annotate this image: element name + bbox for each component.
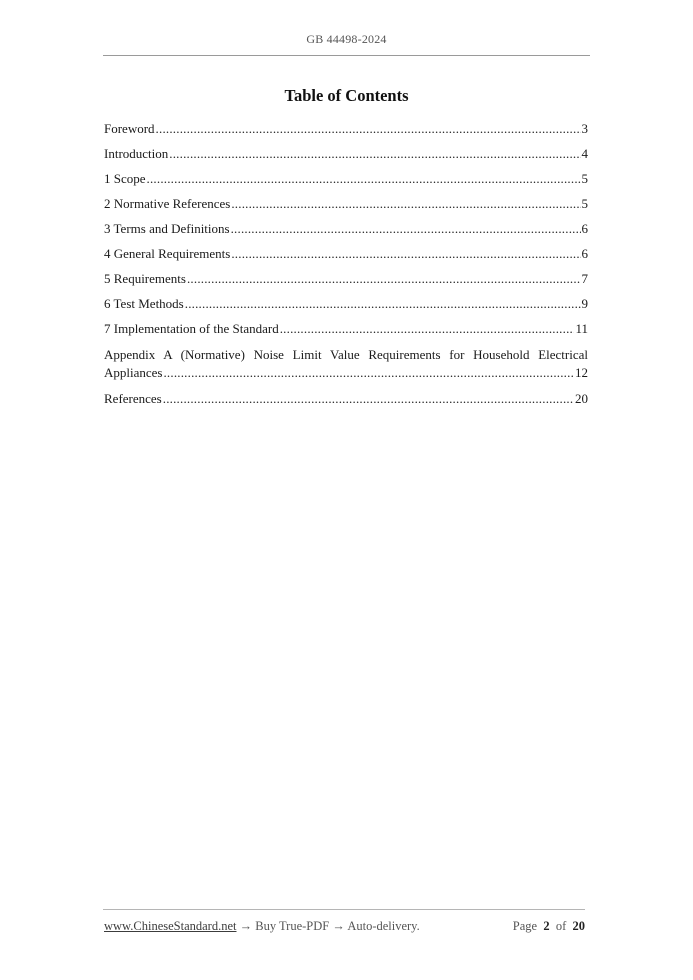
toc-entry-title: References: [104, 391, 162, 406]
footer-promo: [104, 919, 420, 934]
toc-leader-dots: [231, 220, 581, 238]
toc-entry-title: Foreword: [104, 121, 155, 136]
toc-leader-dots: [156, 120, 581, 138]
toc-entry-requirements[interactable]: [104, 270, 588, 288]
toc-entry-general-requirements[interactable]: [104, 245, 588, 263]
toc-entry-title: 5 Requirements: [104, 271, 186, 286]
buy-true-pdf-link[interactable]: Buy True-PDF: [255, 919, 330, 933]
toc-leader-dots: [185, 295, 581, 313]
toc-entry-page: 3: [581, 121, 588, 136]
toc-entry-title: 2 Normative References: [104, 196, 231, 211]
toc-entry-implementation[interactable]: [104, 320, 588, 338]
toc-leader-dots: [231, 245, 580, 263]
toc-entry-page: 6: [581, 246, 588, 261]
toc-entry-title: 1 Scope: [104, 171, 146, 186]
page-number-indicator: [513, 919, 585, 934]
current-page-number: 2: [543, 919, 550, 933]
toc-entry-references[interactable]: [104, 390, 588, 408]
site-link[interactable]: www.ChineseStandard.net: [104, 919, 237, 933]
of-word: of: [555, 919, 567, 933]
toc-entry-page: 12: [575, 365, 588, 380]
toc-entry-title: 4 General Requirements: [104, 246, 231, 261]
toc-entry-title-line2: Appliances: [104, 365, 163, 380]
toc-leader-dots: [163, 364, 574, 382]
toc-entry-appendix-a[interactable]: [104, 346, 588, 382]
page-word: Page: [512, 919, 538, 933]
toc-leader-dots: [147, 170, 581, 188]
total-pages-number: 20: [572, 919, 585, 933]
toc-leader-dots: [163, 390, 574, 408]
toc-title: Table of Contents: [284, 86, 409, 105]
toc-entry-page: 5: [581, 196, 588, 211]
toc-entry-foreword[interactable]: [104, 120, 588, 138]
toc-entry-page: 7: [581, 271, 588, 286]
toc-entry-page: 4: [581, 146, 588, 161]
toc-leader-dots: [169, 145, 580, 163]
toc-leader-dots: [231, 195, 580, 213]
toc-entry-introduction[interactable]: [104, 145, 588, 163]
toc-entry-title: 6 Test Methods: [104, 296, 184, 311]
arrow-right-icon: →: [332, 919, 345, 933]
toc-entry-title: 3 Terms and Definitions: [104, 221, 230, 236]
toc-entry-terms-definitions[interactable]: [104, 220, 588, 238]
toc-entry-page: 11: [575, 321, 588, 336]
toc-entry-test-methods[interactable]: [104, 295, 588, 313]
toc-entry-page: 6: [581, 221, 588, 236]
toc-entry-scope[interactable]: [104, 170, 588, 188]
auto-delivery-text: Auto-delivery.: [347, 919, 420, 933]
toc-entry-page: 9: [581, 296, 588, 311]
header-divider: [103, 55, 590, 56]
footer-divider: [103, 909, 585, 910]
header-doc-code: GB 44498-2024: [306, 32, 387, 46]
toc-entry-normative-references[interactable]: [104, 195, 588, 213]
arrow-right-icon: →: [239, 919, 253, 933]
toc-entry-title: 7 Implementation of the Standard: [104, 321, 279, 336]
toc-entry-title: Introduction: [104, 146, 169, 161]
toc-leader-dots: [280, 320, 575, 338]
toc-entry-page: 20: [575, 391, 588, 406]
toc-entry-title-line1: Appendix A (Normative) Noise Limit Value Requirements for Household Electrical: [104, 347, 588, 362]
toc-entry-page: 5: [581, 171, 588, 186]
toc-leader-dots: [187, 270, 581, 288]
